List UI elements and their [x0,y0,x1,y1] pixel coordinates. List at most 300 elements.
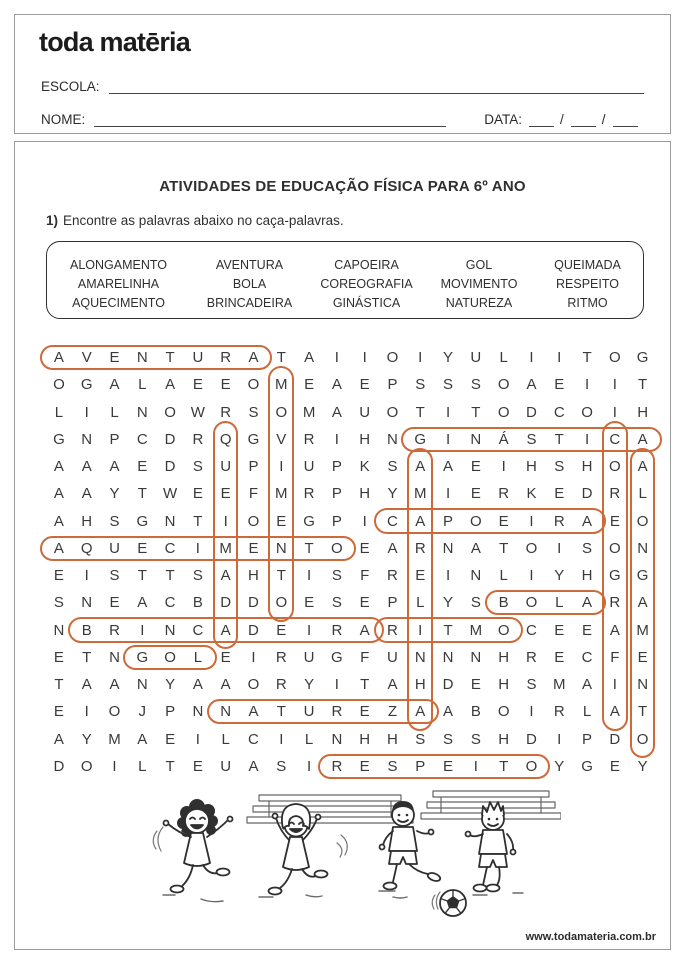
grid-cell: U [220,458,232,476]
grid-cell: E [554,621,565,639]
grid-cell: C [553,403,565,421]
grid-cell: O [247,376,260,394]
soccer-ball-icon [432,890,466,916]
grid-cell: I [251,648,256,666]
grid-cell: Y [637,757,648,775]
grid-cell: V [81,349,92,367]
grid-cell: H [498,730,510,748]
grid-cell: S [192,567,203,585]
grid-cell: N [164,512,176,530]
grid-cell: E [109,349,120,367]
grid-cell: A [582,594,593,612]
grid-cell: A [53,349,64,367]
grid-cell: G [136,648,149,666]
grid-cell: Q [80,539,93,557]
grid-cell: E [109,594,120,612]
grid-cell: R [553,703,565,721]
illustration-kids-playing-soccer [141,787,561,935]
word-bank-column [424,256,534,318]
grid-cell: L [499,349,508,367]
grid-cell: A [192,676,203,694]
grid-cell: R [526,648,537,666]
grid-cell: N [136,349,148,367]
date-day-line [529,112,554,127]
grid-cell: F [248,485,259,503]
grid-cell: E [637,648,648,666]
grid-cell: W [163,485,178,503]
grid-cell: A [582,512,593,530]
grid-cell: Z [387,703,398,721]
grid-cell: O [525,757,538,775]
grid-cell: G [636,349,649,367]
grid-cell: E [359,376,370,394]
grid-cell: T [276,567,286,585]
grid-cell: S [470,730,481,748]
grid-cell: C [609,430,621,448]
grid-cell: O [164,403,176,421]
grid-cell: E [192,485,203,503]
word-bank-item: GINÁSTICA [332,296,401,310]
grid-cell: I [529,349,534,367]
grid-cell: H [414,676,426,694]
grid-cell: Á [498,430,509,448]
word-bank-item: BOLA [232,277,267,291]
grid-cell: A [415,458,426,476]
grid-cell: A [331,403,342,421]
word-bank-column [190,256,309,318]
grid-cell: H [637,403,649,421]
grid-cell: L [638,485,647,503]
grid-cell: E [248,539,259,557]
word-bank-item: GOL [465,258,493,272]
grid-cell: O [525,594,538,612]
grid-cell: E [359,757,370,775]
grid-cell: P [165,703,176,721]
grid-cell: L [110,403,119,421]
grid-cell: G [414,430,427,448]
grid-cell: A [637,594,648,612]
ground-marks [163,891,523,902]
grid-cell: A [609,621,620,639]
grid-cell: E [470,458,481,476]
grid-cell: R [414,539,426,557]
grid-cell: E [220,648,231,666]
grid-cell: C [164,594,176,612]
grid-cell: I [612,676,617,694]
grid-cell: S [415,730,426,748]
grid-cell: I [529,703,534,721]
grid-cell: U [303,703,315,721]
grid-cell: A [637,430,648,448]
grid-cell: P [415,757,426,775]
grid-cell: S [387,458,398,476]
grid-cell: T [638,703,648,721]
toda-materia-logo: toda matēria [39,27,190,57]
grid-cell: E [498,512,509,530]
grid-cell: N [331,730,343,748]
grid-cell: N [275,539,287,557]
grid-cell: N [387,430,398,448]
grid-cell: A [470,539,481,557]
grid-cell: M [219,539,232,557]
grid-cell: B [192,594,203,612]
date-slash: / [560,112,564,127]
word-bank-item: MOVIMENTO [440,277,518,291]
grid-cell: G [609,567,621,585]
grid-cell: N [442,648,454,666]
grid-cell: T [360,676,370,694]
name-label: NOME: [41,112,86,127]
grid-cell: L [555,594,564,612]
grid-cell: C [248,730,259,748]
grid-cell: D [220,594,232,612]
word-bank-column [309,256,424,318]
grid-cell: E [53,703,64,721]
grid-cell: A [220,567,231,585]
grid-cell: C [136,430,148,448]
name-blank-line [94,112,446,127]
grid-cell: T [304,539,314,557]
grid-cell: I [279,458,284,476]
word-bank-item: COREOGRAFIA [320,277,413,291]
grid-cell: O [386,349,399,367]
grid-cell: B [498,594,509,612]
grid-cell: R [498,485,510,503]
grid-cell: C [387,512,398,530]
grid-cell: I [334,676,339,694]
grid-cell: T [582,349,592,367]
grid-cell: A [109,676,120,694]
grid-cell: T [471,403,481,421]
grid-cell: S [248,403,259,421]
grid-cell: I [279,730,284,748]
grid-cell: P [387,376,398,394]
grid-cell: A [220,621,231,639]
grid-cell: H [359,730,371,748]
grid-cell: L [54,403,64,421]
grid-cell: I [195,730,200,748]
grid-cell: S [53,594,64,612]
grid-cell: S [443,730,454,748]
grid-cell: P [331,485,342,503]
grid-cell: Y [165,676,176,694]
grid-cell: U [220,757,232,775]
grid-cell: E [415,567,426,585]
grid-cell: H [248,567,259,585]
grid-cell: A [443,703,454,721]
grid-cell: H [498,676,510,694]
grid-cell: Y [387,485,398,503]
grid-cell: I [84,703,89,721]
grid-cell: E [220,485,231,503]
grid-cell: O [470,512,482,530]
grid-cell: K [526,485,537,503]
grid-cell: A [137,594,148,612]
grid-cell: T [276,703,286,721]
grid-cell: R [303,430,315,448]
grid-cell: N [192,703,204,721]
word-bank-item: RESPEITO [556,277,619,291]
grid-cell: C [164,539,176,557]
grid-cell: I [557,539,562,557]
grid-cell: D [164,458,176,476]
grid-cell: U [109,539,120,557]
grid-cell: R [109,621,120,639]
grid-cell: U [387,648,398,666]
grid-cell: O [275,403,288,421]
grid-cell: E [443,757,454,775]
grid-cell: P [331,512,342,530]
grid-cell: R [220,403,232,421]
grid-cell: E [192,757,203,775]
grid-cell: L [416,594,425,612]
website-url: www.todamateria.com.br [525,931,656,943]
grid-cell: N [136,403,148,421]
grid-cell: E [554,376,565,394]
word-bank-item: BRINCADEIRA [206,296,293,310]
word-bank-item: AQUECIMENTO [72,296,165,310]
grid-cell: T [54,676,64,694]
grid-cell: S [470,376,481,394]
grid-cell: E [192,376,203,394]
grid-cell: R [609,485,621,503]
grid-cell: S [387,757,398,775]
word-bank-item: RITMO [567,296,608,310]
grid-cell: Y [304,676,315,694]
grid-cell: P [109,430,120,448]
grid-cell: A [109,458,120,476]
grid-cell: Y [81,730,92,748]
grid-cell: D [53,757,65,775]
grid-cell: R [331,757,343,775]
grid-cell: I [334,349,339,367]
grid-cell: A [81,676,92,694]
grid-cell: N [637,539,649,557]
grid-cell: P [582,730,593,748]
grid-cell: R [553,512,565,530]
grid-cell: T [499,539,509,557]
grid-cell: G [636,567,649,585]
grid-cell: D [248,594,259,612]
grid-cell: F [360,648,370,666]
grid-cell: I [306,621,312,639]
grid-cell: R [609,594,621,612]
grid-cell: O [497,403,510,421]
date-slash: / [601,112,606,127]
grid-cell: S [192,458,203,476]
grid-cell: E [609,757,620,775]
exercise-number: 1) [46,213,59,228]
grid-cell: I [612,376,617,394]
grid-cell: N [81,594,93,612]
grid-cell: B [470,703,481,721]
grid-cell: U [470,349,482,367]
grid-cell: I [445,403,451,421]
grid-cell: T [137,485,147,503]
grid-cell: G [303,512,315,530]
grid-cell: M [108,730,121,748]
grid-cell: M [302,403,316,421]
grid-cell: L [138,376,147,394]
grid-cell: P [331,458,342,476]
grid-cell: H [81,512,93,530]
grid-cell: E [53,648,64,666]
grid-cell: I [501,458,506,476]
grid-cell: A [248,349,259,367]
grid-cell: S [109,512,120,530]
word-bank-item: CAPOEIRA [334,258,399,272]
grid-cell: N [164,621,176,639]
grid-cell: I [306,757,312,775]
grid-cell: I [84,403,89,421]
grid-cell: I [418,621,423,639]
grid-cell: Y [443,349,454,367]
grid-cell: L [138,757,147,775]
grid-cell: T [499,757,509,775]
grid-cell: S [470,594,481,612]
grid-cell: I [334,430,339,448]
grid-cell: A [331,376,342,394]
grid-cell: A [165,376,176,394]
grid-cell: S [331,594,342,612]
grid-cell: T [415,403,425,421]
grid-cell: A [637,458,648,476]
grid-cell: O [497,621,510,639]
word-bank-item: NATUREZA [445,296,513,310]
grid-cell: H [526,458,537,476]
grid-cell: N [470,648,482,666]
grid-cell: E [304,594,315,612]
grid-cell: U [303,648,315,666]
grid-cell: E [359,703,370,721]
grid-cell: R [331,621,343,639]
grid-cell: N [470,430,482,448]
grid-cell: S [443,376,454,394]
date-year-line [613,112,638,127]
grid-cell: H [581,567,593,585]
grid-cell: L [304,730,314,748]
grid-cell: S [331,567,342,585]
grid-cell: N [414,648,426,666]
grid-cell: A [81,485,92,503]
grid-cell: G [80,376,93,394]
grid-cell: A [609,703,620,721]
grid-cell: E [276,621,287,639]
date-month-line [571,112,596,127]
grid-cell: E [137,539,148,557]
grid-cell: I [529,567,534,585]
grid-cell: U [303,458,315,476]
grid-cell: A [387,539,398,557]
grid-cell: A [415,703,426,721]
grid-cell: F [360,567,370,585]
grid-cell: S [526,676,537,694]
grid-cell: O [331,539,343,557]
grid-cell: O [636,512,649,530]
worksheet-body [14,141,671,950]
grid-cell: I [362,349,367,367]
grid-cell: S [415,376,426,394]
grid-cell: A [53,512,64,530]
grid-cell: A [526,376,537,394]
grid-cell: I [557,349,562,367]
grid-cell: C [581,648,593,666]
grid-cell: R [220,349,232,367]
grid-cell: A [443,458,454,476]
grid-cell: L [221,730,230,748]
grid-cell: A [304,349,315,367]
grid-cell: I [557,730,562,748]
grid-cell: I [445,430,451,448]
grid-cell: H [498,648,510,666]
grid-cell: Y [554,757,565,775]
grid-cell: I [195,539,200,557]
grid-cell: O [386,403,399,421]
word-bank-column [47,256,190,318]
grid-cell: R [387,621,398,639]
grid-cell: A [220,676,231,694]
grid-cell: Y [554,567,565,585]
grid-cell: O [581,403,593,421]
grid-cell: M [275,376,288,394]
grid-cell: T [165,757,175,775]
page-title: ATIVIDADES DE EDUCAÇÃO FÍSICA PARA 6º ANO [159,178,526,195]
grid-cell: O [247,676,260,694]
grid-cell: I [362,512,367,530]
grid-cell: B [81,621,92,639]
grid-cell: M [552,676,566,694]
grid-cell: I [473,757,478,775]
instruction-text: 1) Encontre as palavras abaixo no caça-palavras. [46,213,344,228]
grid-cell: E [304,376,315,394]
grid-cell: N [109,648,120,666]
grid-cell: D [526,403,537,421]
grid-cell: R [275,676,287,694]
word-bank-item: QUEIMADA [554,258,621,272]
grid-cell: S [109,567,120,585]
grid-cell: O [636,730,649,748]
grid-cell: S [276,757,287,775]
grid-cell: O [275,594,288,612]
grid-cell: G [247,430,260,448]
grid-cell: I [612,403,617,421]
grid-cell: N [442,539,454,557]
word-bank-item: AMARELINHA [77,277,160,291]
grid-cell: N [136,676,148,694]
grid-cell: R [331,703,343,721]
grid-cell: O [247,512,260,530]
grid-cell: E [53,567,64,585]
grid-cell: M [275,485,288,503]
grid-cell: I [529,512,534,530]
word-bank-item: AVENTURA [215,258,284,272]
grid-cell: G [331,648,343,666]
grid-cell: T [137,567,147,585]
grid-cell: E [359,539,370,557]
grid-cell: E [470,676,481,694]
grid-cell: I [140,621,145,639]
grid-cell: E [220,376,231,394]
grid-cell: E [359,594,370,612]
grid-cell: N [220,703,232,721]
grid-cell: D [609,730,621,748]
grid-cell: Y [109,485,120,503]
grid-cell: E [165,730,176,748]
grid-cell: T [443,621,453,639]
grid-cell: T [165,349,175,367]
grid-cell: E [609,512,620,530]
grid-cell: F [610,648,620,666]
